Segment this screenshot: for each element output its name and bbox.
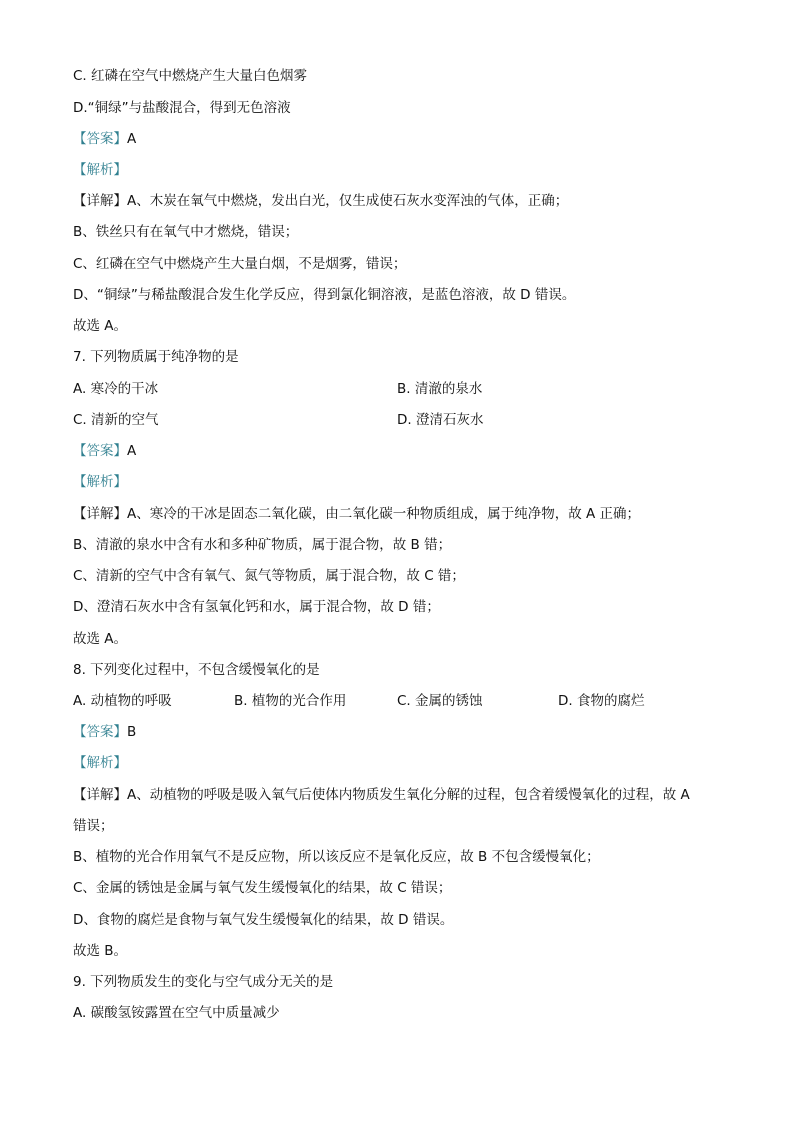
q8-detail-a-line1 bbox=[73, 786, 690, 804]
q7-detail-c: C、清新的空气中含有氧气、氮气等物质，属于混合物，故 C 错； bbox=[73, 568, 465, 584]
q6-detail-c: C、红磷在空气中燃烧产生大量白烟，不是烟雾，错误； bbox=[73, 256, 407, 272]
q6-detail-b: B、铁丝只有在氧气中才燃烧，错误； bbox=[73, 224, 299, 240]
q7-analysis-tag: 【解析】 bbox=[73, 474, 127, 490]
q8-option-a: A. 动植物的呼吸 bbox=[73, 693, 172, 709]
q9-stem: 9. 下列物质发生的变化与空气成分无关的是 bbox=[73, 974, 334, 990]
q7-option-b: B. 清澈的泉水 bbox=[397, 381, 483, 397]
q7-detail-d: D、澄清石灰水中含有氢氧化钙和水，属于混合物，故 D 错； bbox=[73, 599, 440, 615]
q8-detail-a-line2: 错误； bbox=[73, 818, 114, 834]
answer-value: B bbox=[127, 724, 137, 740]
detail-tag: 【详解】 bbox=[73, 787, 127, 803]
detail-tag: 【详解】 bbox=[73, 506, 127, 522]
q6-option-c: C. 红磷在空气中燃烧产生大量白色烟雾 bbox=[73, 68, 308, 84]
q8-option-d: D. 食物的腐烂 bbox=[558, 693, 645, 709]
q7-option-c: C. 清新的空气 bbox=[73, 412, 159, 428]
q6-option-d: D.“铜绿”与盐酸混合，得到无色溶液 bbox=[73, 100, 291, 116]
q7-detail-a bbox=[73, 505, 640, 523]
q7-option-d: D. 澄清石灰水 bbox=[397, 412, 484, 428]
q6-detail-d: D、“铜绿”与稀盐酸混合发生化学反应，得到氯化铜溶液，是蓝色溶液，故 D 错误。 bbox=[73, 287, 576, 303]
q8-detail-b: B、植物的光合作用氧气不是反应物，所以该反应不是氧化反应，故 B 不包含缓慢氧化； bbox=[73, 849, 600, 865]
q9-option-a: A. 碳酸氢铵露置在空气中质量减少 bbox=[73, 1005, 280, 1021]
detail-tag: 【详解】 bbox=[73, 193, 127, 209]
q8-detail-d: D、食物的腐烂是食物与氧气发生缓慢氧化的结果，故 D 错误。 bbox=[73, 912, 454, 928]
q8-option-b: B. 植物的光合作用 bbox=[234, 693, 347, 709]
q7-answer bbox=[73, 442, 136, 460]
answer-value: A bbox=[127, 131, 137, 147]
answer-tag: 【答案】 bbox=[73, 443, 127, 459]
answer-tag: 【答案】 bbox=[73, 724, 127, 740]
q8-option-c: C. 金属的锈蚀 bbox=[397, 693, 483, 709]
q6-detail-a bbox=[73, 192, 568, 210]
answer-value: A bbox=[127, 443, 137, 459]
q8-analysis-tag: 【解析】 bbox=[73, 755, 127, 771]
detail-text: A、动植物的呼吸是吸入氧气后使体内物质发生氧化分解的过程，包含着缓慢氧化的过程，故 A bbox=[127, 787, 690, 803]
answer-tag: 【答案】 bbox=[73, 131, 127, 147]
q7-detail-b: B、清澈的泉水中含有水和多种矿物质，属于混合物，故 B 错； bbox=[73, 537, 452, 553]
q6-conclusion: 故选 A。 bbox=[73, 318, 128, 334]
q7-conclusion: 故选 A。 bbox=[73, 631, 128, 647]
q8-answer bbox=[73, 723, 136, 741]
q6-analysis-tag: 【解析】 bbox=[73, 162, 127, 178]
q8-conclusion: 故选 B。 bbox=[73, 943, 128, 959]
q7-option-a: A. 寒冷的干冰 bbox=[73, 381, 159, 397]
q8-detail-c: C、金属的锈蚀是金属与氧气发生缓慢氧化的结果，故 C 错误； bbox=[73, 880, 452, 896]
detail-text: A、木炭在氧气中燃烧，发出白光，仅生成使石灰水变浑浊的气体，正确； bbox=[127, 193, 569, 209]
detail-text: A、寒冷的干冰是固态二氧化碳，由二氧化碳一种物质组成，属于纯净物，故 A 正确； bbox=[127, 506, 641, 522]
q8-stem: 8. 下列变化过程中，不包含缓慢氧化的是 bbox=[73, 662, 320, 678]
q7-stem: 7. 下列物质属于纯净物的是 bbox=[73, 349, 239, 365]
q6-answer bbox=[73, 130, 136, 148]
